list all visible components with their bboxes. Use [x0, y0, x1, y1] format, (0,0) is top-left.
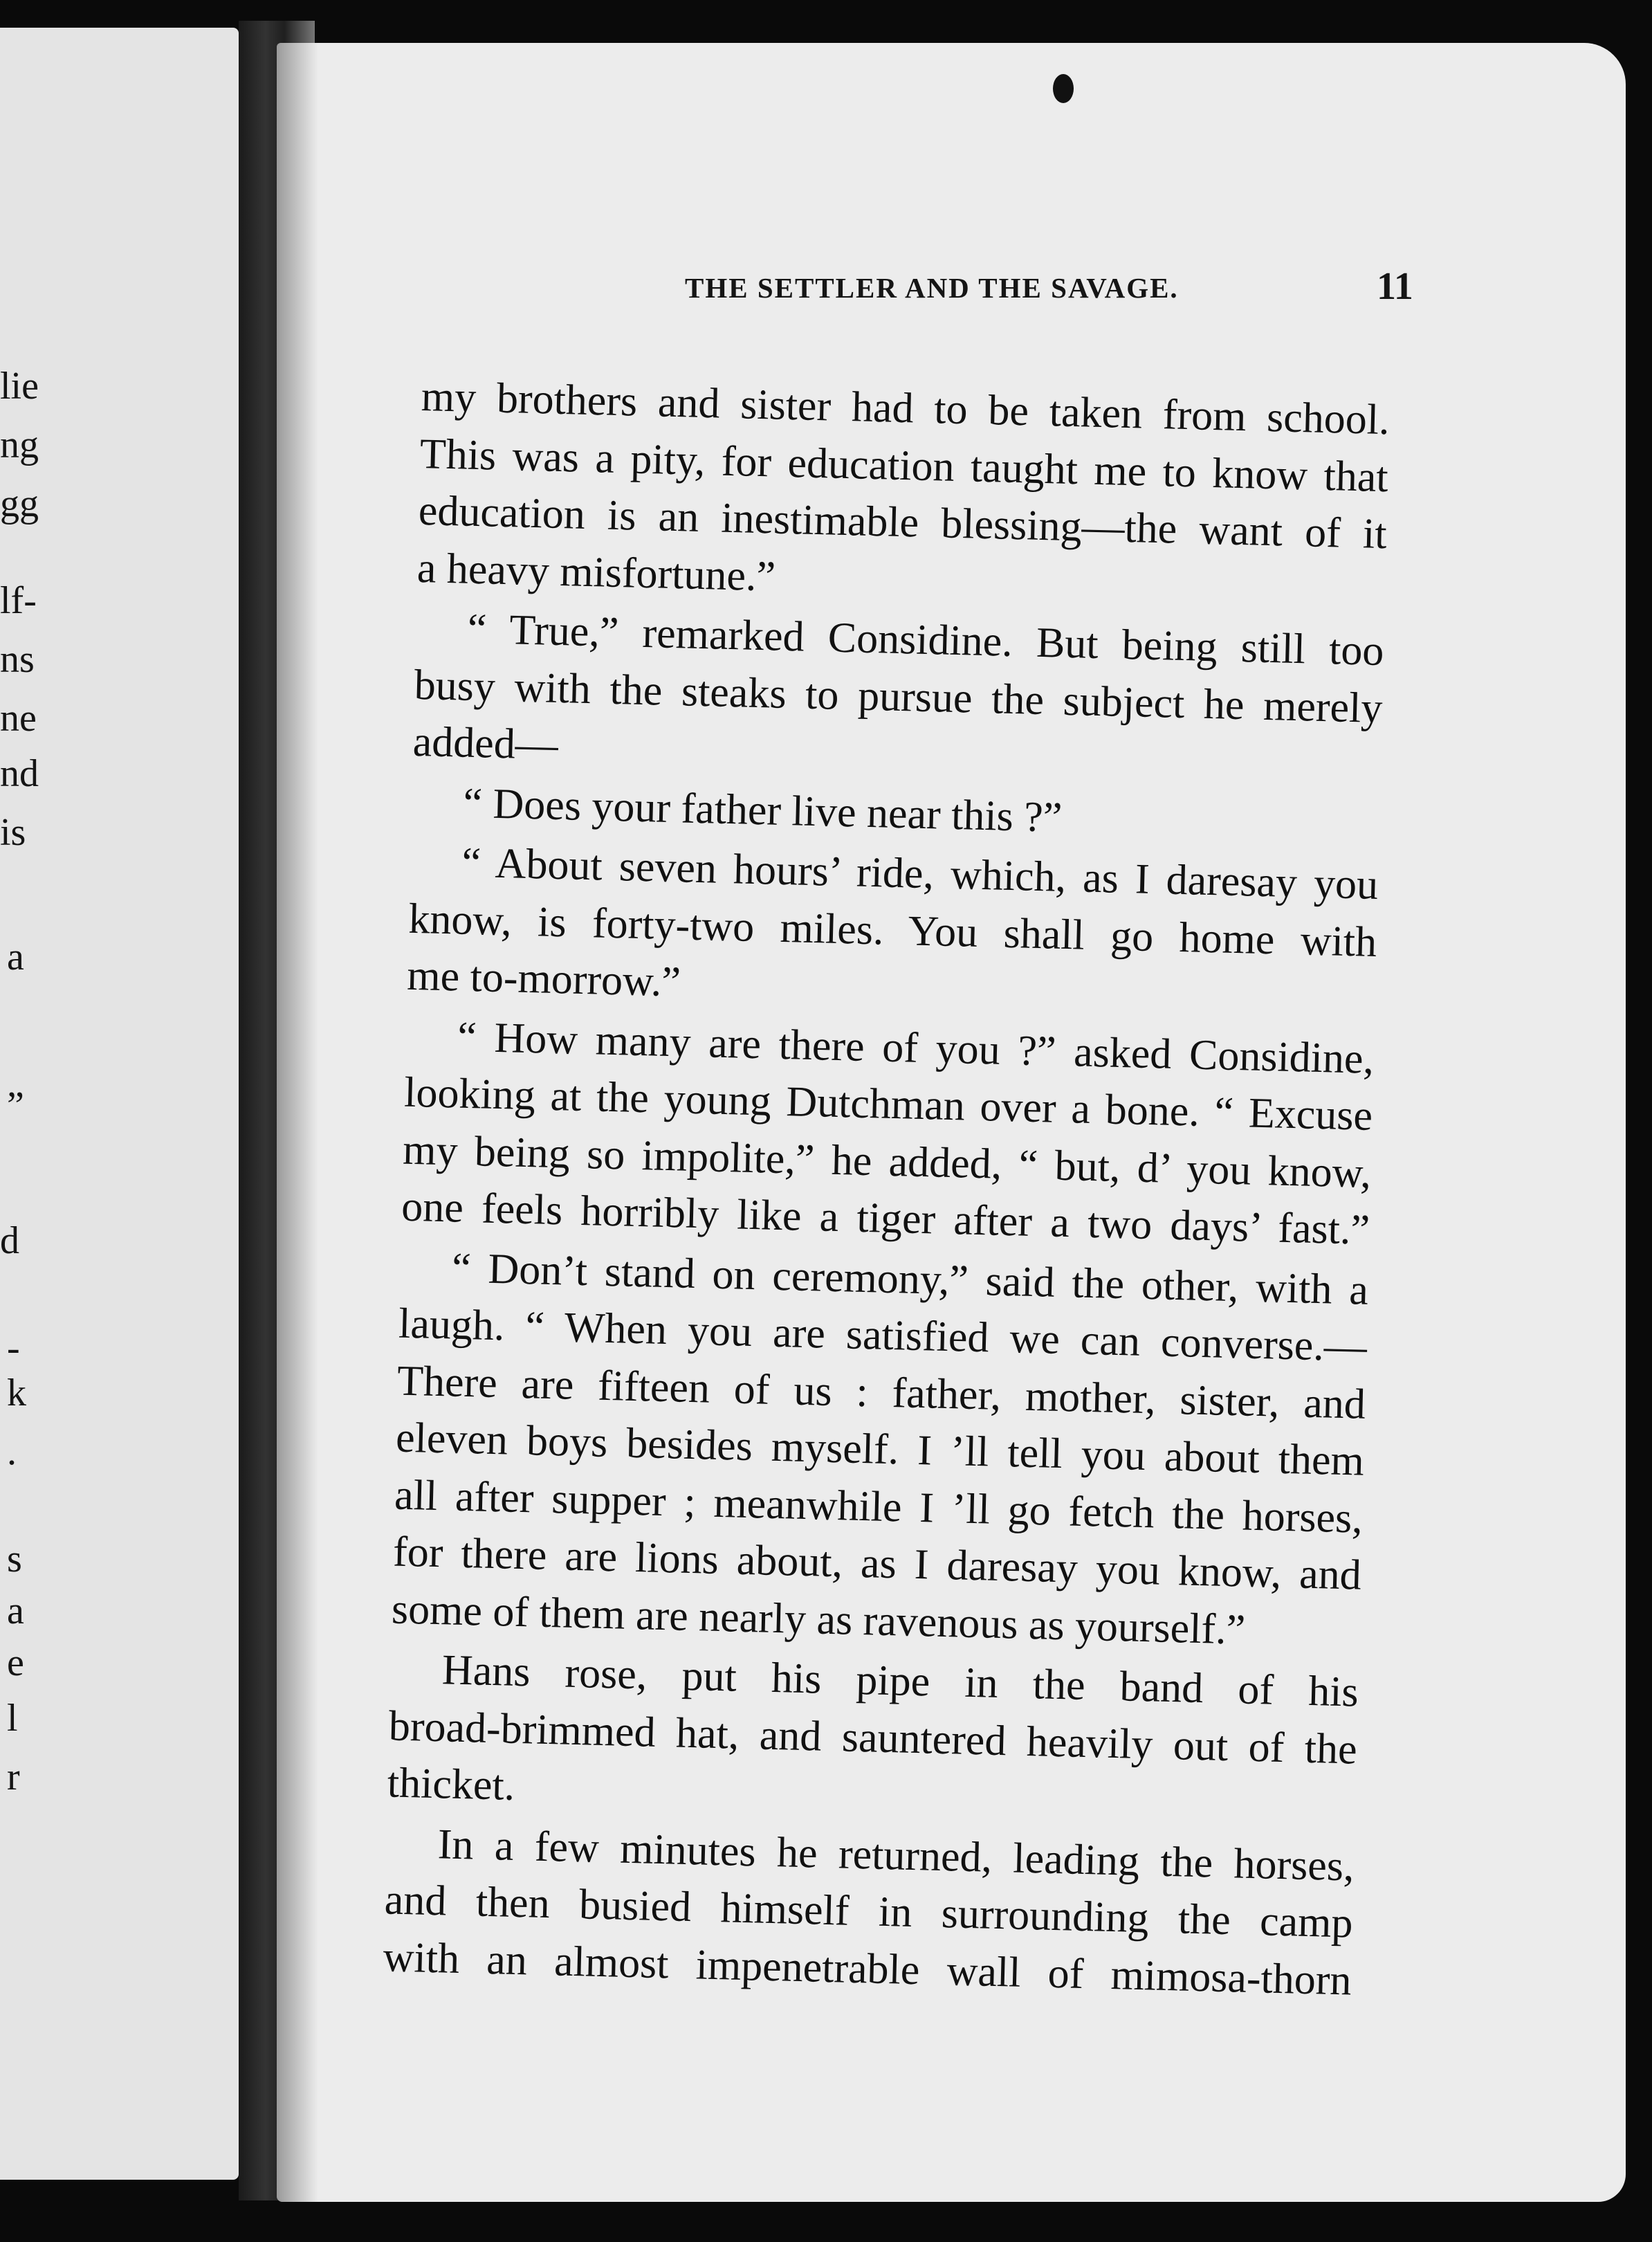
text-line: and then busied himself in surrounding the camp: [384, 1876, 1354, 1947]
facing-page-fragment: d: [0, 1219, 19, 1262]
facing-page-fragment: l: [7, 1697, 18, 1740]
text-line: looking at the young Dutchman over a bone. “ Excuse: [403, 1068, 1373, 1140]
text-line: broad-brimmed hat, and sauntered heavily out of the: [388, 1702, 1358, 1774]
text-line: eleven boys besides myself. I ’ll tell you about them: [395, 1414, 1365, 1485]
text-line: “ Don’t stand on ceremony,” said the other, with a: [451, 1243, 1369, 1314]
text-line: “ How many are there of you ?” asked Considine,: [457, 1013, 1375, 1083]
facing-page-fragment: gg: [0, 482, 39, 525]
page-number: 11: [1377, 265, 1413, 308]
facing-page-fragment: a: [7, 1589, 24, 1632]
text-line: “ Does your father live near this ?”: [462, 779, 1063, 841]
text-line: my being so impolite,” he added, “ but, d’ you know,: [402, 1126, 1372, 1197]
text-line: know, is forty-two miles. You shall go home with: [407, 895, 1377, 966]
text-line: one feels horribly like a tiger after a two days’ fast.”: [401, 1183, 1370, 1254]
facing-page-fragment: lie: [0, 365, 39, 408]
ink-speck: [1053, 74, 1074, 103]
facing-page: [0, 28, 239, 2180]
text-line: busy with the steaks to pursue the subject he merely: [413, 661, 1384, 732]
text-line: some of them are nearly as ravenous as yourself.”: [391, 1585, 1247, 1654]
text-line: education is an inestimable blessing—the want of it: [418, 486, 1388, 558]
facing-page-fragment: r: [7, 1756, 20, 1798]
text-line: Hans rose, put his pipe in the band of his: [441, 1646, 1359, 1716]
facing-page-fragment: -: [7, 1327, 20, 1369]
text-line: for there are lions about, as I daresay you know, and: [392, 1528, 1362, 1599]
text-line: with an almost impenetrable wall of mimosa-thorn: [383, 1933, 1352, 2005]
facing-page-fragment: s: [7, 1538, 22, 1580]
facing-page-fragment: lf-: [0, 579, 37, 622]
facing-page-fragment: nd: [0, 752, 39, 795]
facing-page-fragment: k: [7, 1371, 26, 1414]
text-line: There are fifteen of us : father, mother, sister, and: [396, 1357, 1366, 1428]
text-line: all after supper ; meanwhile I ’ll go fetch the horses,: [394, 1471, 1364, 1542]
text-line: my brothers and sister had to be taken from school.: [421, 372, 1391, 444]
facing-page-fragment: a: [7, 936, 24, 978]
text-line: laugh. “ When you are satisfied we can converse.—: [398, 1300, 1368, 1371]
facing-page-fragment: ”: [7, 1084, 24, 1127]
facing-page-fragment: ns: [0, 638, 35, 681]
text-line: “ About seven hours’ ride, which, as I daresay you: [461, 839, 1379, 909]
text-line: thicket.: [387, 1759, 516, 1810]
body-text: [383, 368, 1391, 2009]
facing-page-fragment: .: [7, 1430, 17, 1473]
running-head: THE SETTLER AND THE SAVAGE.: [685, 272, 1179, 304]
facing-page-fragment: ng: [0, 423, 39, 466]
book-page: [277, 43, 1626, 2202]
text-line: “ True,” remarked Considine. But being still too: [466, 605, 1385, 675]
text-line: me to-morrow.”: [406, 951, 681, 1006]
facing-page-fragment: e: [7, 1641, 24, 1684]
facing-page-text: [0, 28, 239, 2180]
text-line: This was a pity, for education taught me to know that: [419, 430, 1389, 501]
facing-page-fragment: is: [0, 811, 26, 854]
text-line: added—: [412, 718, 559, 769]
facing-page-fragment: ne: [0, 697, 37, 740]
text-line: a heavy misfortune.”: [416, 544, 776, 601]
gutter-shadow: [277, 43, 318, 2202]
text-line: In a few minutes he returned, leading the horses,: [437, 1820, 1355, 1890]
